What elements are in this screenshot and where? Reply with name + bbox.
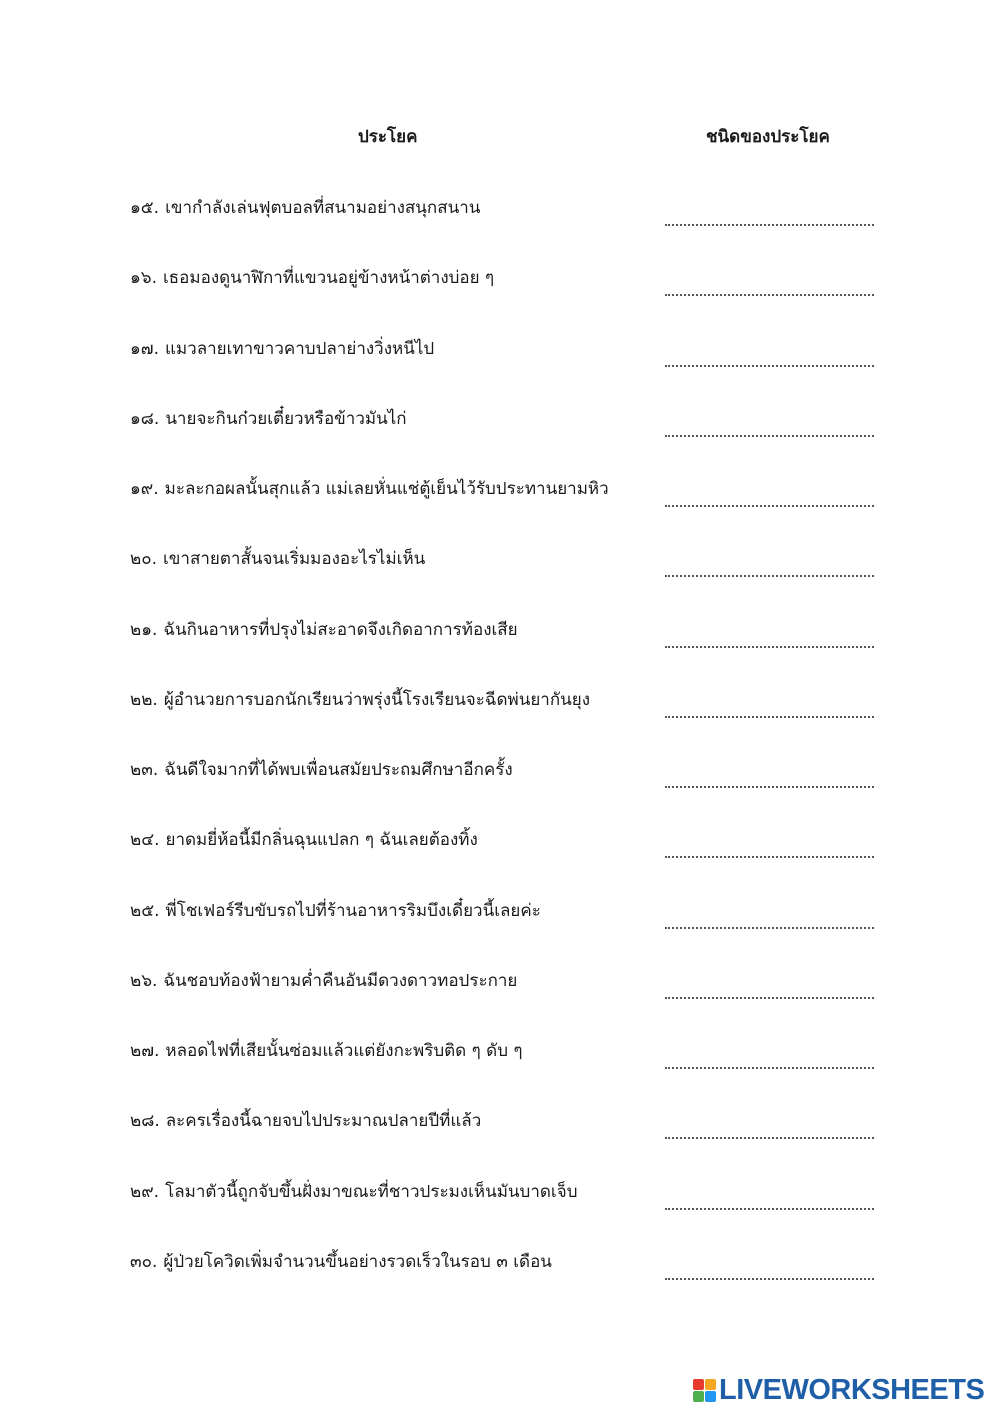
sentence-text: ละครเรื่องนี้ฉายจบไปประมาณปลายปีที่แล้ว <box>165 1111 482 1132</box>
question-row <box>0 1178 1000 1248</box>
question-number: ๒๙. <box>130 1181 160 1202</box>
answer-field[interactable] <box>665 762 874 788</box>
question-row <box>0 686 1000 756</box>
sentence <box>130 616 518 644</box>
liveworksheets-icon <box>693 1379 716 1402</box>
sentence-text: แมวลายเทาขาวคาบปลาย่างวิ่งหนีไป <box>164 338 435 359</box>
sentence-text: หลอดไฟที่เสียนั้นซ่อมแล้วแต่ยังกะพริบติด ๆ ดับ ๆ <box>165 1041 523 1061</box>
sentence <box>130 826 478 854</box>
answer-field[interactable] <box>665 903 874 929</box>
sentence-text: โลมาตัวนี้ถูกจับขึ้นฝั่งมาขณะที่ชาวประมงเห็นมันบาดเจ็บ <box>165 1181 578 1202</box>
answer-field[interactable] <box>665 270 874 296</box>
table-header <box>0 123 1000 153</box>
answer-field[interactable] <box>665 1043 874 1069</box>
sentence-text: เธอมองดูนาฬิกาที่แขวนอยู่ข้างหน้าต่างบ่อย ๆ <box>163 268 495 289</box>
sentence <box>130 545 425 573</box>
answer-field[interactable] <box>665 1113 874 1139</box>
question-number: ๒๐. <box>130 549 157 570</box>
question-row <box>0 756 1000 826</box>
icon-square-green <box>693 1391 704 1402</box>
sentence <box>130 1248 552 1276</box>
sentence-text: ผู้อำนวยการบอกนักเรียนว่าพรุ่งนี้โรงเรียนจะฉีดพ่นยากันยุง <box>163 689 591 710</box>
sentence-text: ฉันชอบท้องฟ้ายามค่ำคืนอันมีดวงดาวทอประกาย <box>163 970 518 991</box>
sentence-text: เขากำลังเล่นฟุตบอลที่สนามอย่างสนุกสนาน <box>165 198 481 218</box>
answer-field[interactable] <box>665 1184 874 1210</box>
sentence <box>130 1107 481 1135</box>
answer-field[interactable] <box>665 832 874 858</box>
question-number: ๒๔. <box>130 830 160 851</box>
question-row <box>0 545 1000 615</box>
sentence-type-column-header: ชนิดของประโยค <box>706 127 830 147</box>
question-number: ๓๐. <box>130 1251 158 1272</box>
answer-field[interactable] <box>665 1254 874 1280</box>
question-row <box>0 967 1000 1037</box>
sentence-text: มะละกอผลนั้นสุกแล้ว แม่เลยหั่นแช่ตู้เย็นไว้รับประทานยามหิว <box>164 479 609 499</box>
sentence-text: ยาดมยี่ห้อนี้มีกลิ่นฉุนแปลก ๆ ฉันเลยต้องทิ้ง <box>165 830 478 851</box>
question-row <box>0 335 1000 405</box>
question-list <box>0 194 1000 1318</box>
question-number: ๒๑. <box>130 619 158 640</box>
sentence <box>130 1178 578 1206</box>
question-number: ๒๓. <box>130 760 159 780</box>
answer-field[interactable] <box>665 692 874 718</box>
question-row <box>0 1107 1000 1177</box>
question-number: ๑๗. <box>130 338 159 359</box>
question-row <box>0 475 1000 545</box>
question-number: ๑๕. <box>130 198 160 218</box>
icon-square-red <box>693 1379 704 1390</box>
question-row <box>0 1037 1000 1107</box>
question-number: ๒๘. <box>130 1111 160 1132</box>
icon-square-orange <box>705 1379 716 1390</box>
answer-field[interactable] <box>665 341 874 367</box>
sentence <box>130 335 434 363</box>
question-number: ๑๙. <box>130 479 159 499</box>
sentence-text: ฉันดีใจมากที่ได้พบเพื่อนสมัยประถมศึกษาอีกครั้ง <box>164 760 513 780</box>
question-row <box>0 264 1000 334</box>
icon-square-blue <box>705 1391 716 1402</box>
sentence <box>130 194 480 222</box>
answer-field[interactable] <box>665 411 874 437</box>
question-number: ๒๖. <box>130 970 158 991</box>
sentence <box>130 1037 523 1065</box>
sentence <box>130 967 517 995</box>
question-number: ๑๖. <box>130 268 157 289</box>
sentence-text: พี่โชเฟอร์รีบขับรถไปที่ร้านอาหารริมบึงเดี๋ยวนี้เลยค่ะ <box>165 900 541 921</box>
liveworksheets-logo <box>693 1375 984 1405</box>
sentence <box>130 264 494 292</box>
question-number: ๑๘. <box>130 408 160 429</box>
sentence <box>130 475 609 503</box>
question-number: ๒๒. <box>130 689 158 710</box>
sentence <box>130 897 541 925</box>
sentence <box>130 686 590 714</box>
question-number: ๒๗. <box>130 1041 160 1061</box>
sentence-column-header: ประโยค <box>358 127 418 147</box>
answer-field[interactable] <box>665 481 874 507</box>
answer-field[interactable] <box>665 200 874 226</box>
answer-field[interactable] <box>665 622 874 648</box>
question-row <box>0 897 1000 967</box>
sentence-text: ผู้ป่วยโควิดเพิ่มจำนวนขึ้นอย่างรวดเร็วในรอบ ๓ เดือน <box>163 1251 552 1272</box>
question-row <box>0 405 1000 475</box>
sentence <box>130 756 513 784</box>
question-number: ๒๕. <box>130 900 160 921</box>
sentence-text: นายจะกินก๋วยเตี๋ยวหรือข้าวมันไก่ <box>165 408 407 429</box>
question-row <box>0 826 1000 896</box>
question-row <box>0 616 1000 686</box>
sentence <box>130 405 407 433</box>
sentence-text: เขาสายตาสั้นจนเริ่มมองอะไรไม่เห็น <box>163 549 426 570</box>
answer-field[interactable] <box>665 973 874 999</box>
sentence-text: ฉันกินอาหารที่ปรุงไม่สะอาดจึงเกิดอาการท้องเสีย <box>163 619 518 640</box>
question-row <box>0 194 1000 264</box>
answer-field[interactable] <box>665 551 874 577</box>
question-row <box>0 1248 1000 1318</box>
brand-name: LIVEWORKSHEETS <box>719 1373 985 1406</box>
